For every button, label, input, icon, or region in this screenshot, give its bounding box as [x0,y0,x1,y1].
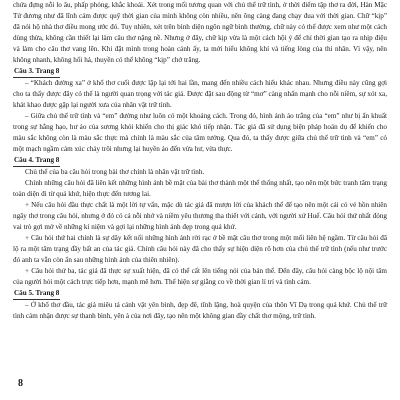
paragraph: chứa đựng nỗi lo âu, phấp phỏng, khắc khoải. Xét trong mối tương quan với chủ thể trữ tình, ở thời điểm tập thơ ra đời, Hàn Mặc Tử đương như đã lĩnh cảm được quỹ thời gian của mình không còn nhiều, nên ông càng đang chạy đua với thời gian. Chữ “kịp” đã nói hộ nhà thơ điều mong ước đó. Tuy nhiên, xét trên bình diện ngôn ngữ bình thường, chữ này có thể được xem như một cách dùng thừa, không cần thiết lại làm câu thơ nặng nề. Nhưng ở đây, chữ kịp vừa là một cách hội ý để chỉ thời gian tạo ra nhịp điệu và làm cho câu thơ vang lên. Khi đặt mình trong hoàn cảnh ấy, ta mới hiểu không khí và tiếng lòng của thi nhân. Vì vậy, nên không nhanh, không hối hả, thuyền có thể không “kịp” chở trăng. [13,1,387,64]
section-heading: Câu 3. Trang 8 [13,66,60,78]
section-heading: Câu 5. Trang 8 [13,288,60,300]
section-heading-line [13,288,387,300]
document-body [13,0,387,322]
paragraph: – “Khách đường xa” ở khổ thơ cuối được lặp lại tới hai lần, mang đến nhiều cách hiểu khác nhau. Nhưng điều này cũng gợi cho ta thấy được đây có thể là người quan trọng với tác giả. Được đặt sau động từ “mơ” càng nhấn mạnh cho nỗi niềm, sự xót xa, khát khao được gặp lại người xưa của nhân vật trữ tình. [13,79,387,109]
section-heading: Câu 4. Trang 8 [13,155,60,167]
section-heading-line [13,155,387,167]
paragraph: + Nếu câu hỏi đầu thực chất là một lời tự vấn, mặc dù tác giả đã mượn lời của khách thể để tạo nên một cái có vẻ hồn nhiên ngây thơ trong câu hỏi, nhưng ở đó có cả nỗi nhớ và niềm yêu thương tha thiết với cảnh, với người xứ Huế. Câu hỏi thứ nhất đóng vai trò gợi mở về những kỉ niệm và gợi lại những hình ảnh đẹp trong quá khứ. [13,201,387,231]
paragraph: Chính những câu hỏi đã liên kết những hình ảnh bề mặt của bài thơ thành một thể thống nhất, tạo nên một bức tranh tâm trạng toàn diện đi từ quá khứ, hiện thực đến tương lai. [13,179,387,198]
paragraph: + Câu hỏi thứ hai chính là sự dây kết nối những hình ảnh rời rạc ở bề mặt câu thơ trong một mối liên hệ ngầm. Từ câu hỏi đã lộ ra một tâm trạng đầy bất an của tác giả. Chính câu hỏi này đã cho thấy sự hiện diện rõ hơn của chủ thể trữ tình (nếu như trước đó anh ta vẫn còn ẩn sau những hình ảnh của thiên nhiên). [13,234,387,264]
paragraph: + Câu hỏi thứ ba, tác giả đã thực sự xuất hiện, đã có thể cất lên tiếng nói của bản thể. Đến đây, câu hỏi càng bộc lộ nội tâm của người hỏi một cách trực tiếp hơn, mạnh mẽ hơn. Thể hiện sự giằng co về thời gian lí trí và tình cảm. [13,267,387,286]
paragraph: Chủ thể của ba câu hỏi trong bài thơ chính là nhân vật trữ tình. [25,168,205,176]
paragraph: – Ở khổ thơ đầu, tác giả miêu tả cảnh vật yên bình, đẹp đẽ, tĩnh lặng, hoà quyện của thôn Vĩ Dạ trong quá khứ. Chủ thể trữ tình cảm nhận được sự thanh bình, yên ả của nơi đây, tạo nên một không gian đầy chất thơ mộng, trữ tình. [13,301,387,320]
section-heading-line [13,66,387,78]
paragraph: – Giữa chủ thể trữ tình và “em” đường như luôn có một khoảng cách. Trong đó, hình ảnh áo trắng của “em” như bị ẩn khuất trong sự hằng hạo, hư ảo của sương khói khiến cho thị giác khó tiếp nhận. Tác giả đã sử dụng biện pháp hoán dụ để khiến cho màu sắc không còn là màu sắc thực mà chính là màu sắc của tâm tưởng. Qua đó, ta thấy được giữa chủ thể trữ tình và “em” có một mạch ngầm cảm xúc chảy trôi nhưng lại huyền ảo đến vừa hư, vừa thực. [13,112,387,153]
page-number: 8 [18,378,23,389]
